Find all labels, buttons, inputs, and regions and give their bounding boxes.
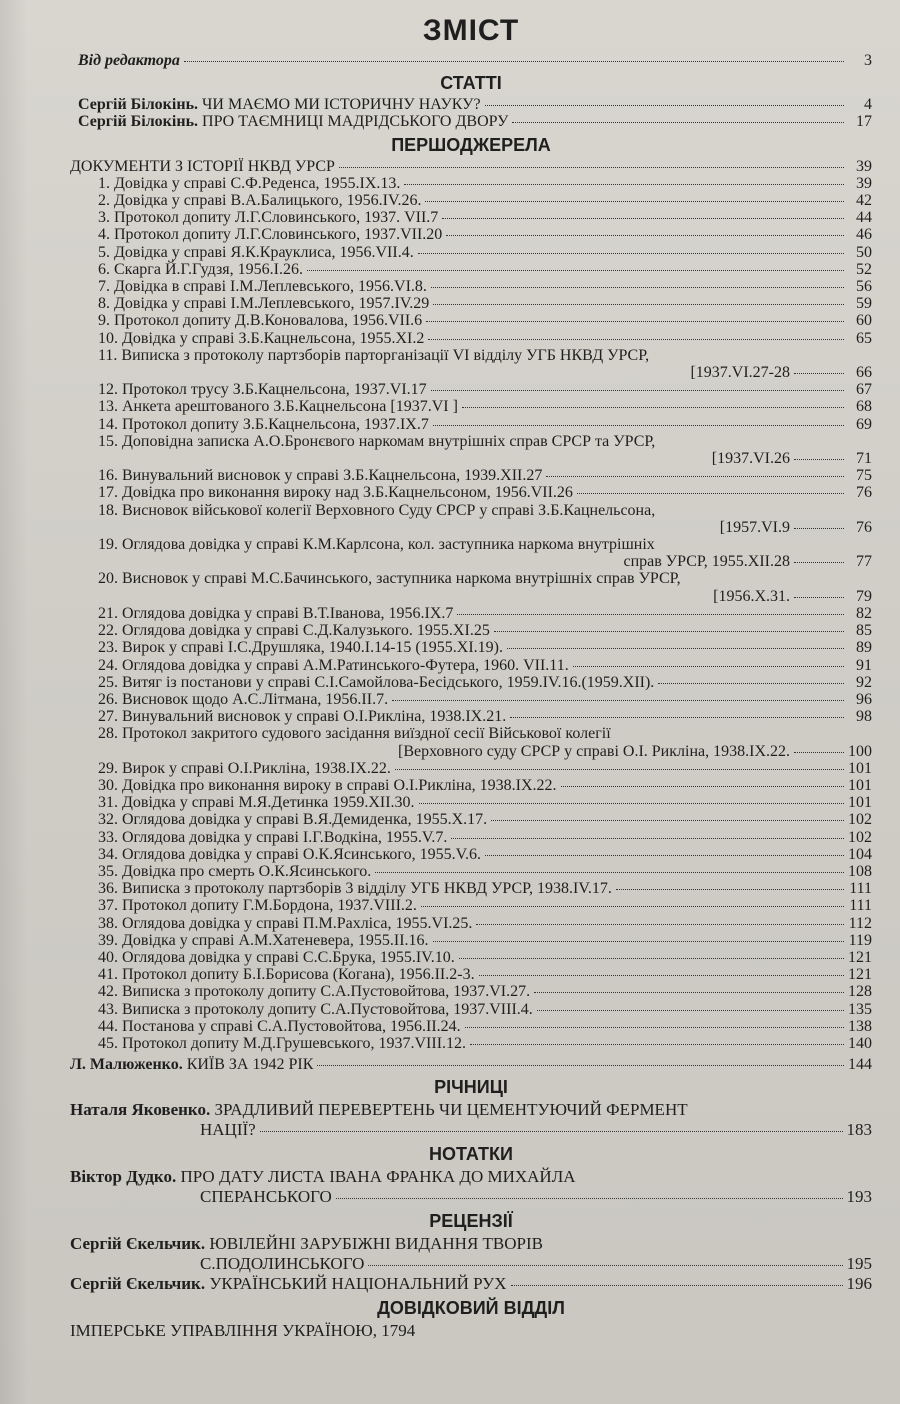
entry-text: С.ПОДОЛИНСЬКОГО: [200, 1254, 365, 1274]
entry-page: 52: [856, 260, 872, 278]
leader-dots: [561, 786, 844, 787]
document-entry: [70, 966, 872, 983]
document-entry: [70, 536, 872, 553]
leader-dots: [658, 683, 844, 684]
entry-page: 39: [856, 174, 872, 192]
section-heading-articles: СТАТТІ: [440, 73, 502, 94]
document-entry: [70, 880, 872, 897]
entry-text: СПЕРАНСЬКОГО: [200, 1187, 332, 1207]
entry-page: 111: [849, 880, 872, 898]
section-heading-anniversaries: РІЧНИЦІ: [434, 1077, 508, 1098]
entry-text: 5. Довідка у справі Я.К.Крауклиса, 1956.VII.4.: [98, 243, 414, 261]
entry-page: 79: [856, 587, 872, 605]
entry-page: 82: [856, 604, 872, 622]
entry-text: [70, 1234, 543, 1254]
entry-text: 22. Оглядова довідка у справі С.Д.Калузького. 1955.XI.25: [98, 622, 490, 640]
article-title: ПРО ДАТУ ЛИСТА ІВАНА ФРАНКА ДО МИХАЙЛА: [176, 1167, 576, 1187]
article-title: ЧИ МАЄМО МИ ІСТОРИЧНУ НАУКУ?: [198, 96, 481, 114]
entry-page: 138: [848, 1017, 872, 1035]
leader-dots: [184, 61, 844, 62]
article-title: ЗРАДЛИВИЙ ПЕРЕВЕРТЕНЬ ЧИ ЦЕМЕНТУЮЧИЙ ФЕРМЕНТ: [210, 1100, 688, 1120]
entry-page: 100: [848, 742, 872, 760]
leader-dots: [339, 167, 844, 168]
entry-page: 140: [848, 1034, 872, 1052]
leader-dots: [431, 390, 844, 391]
entry-page: 183: [846, 1120, 872, 1140]
toc-entry-documents-header: [70, 158, 872, 175]
document-entry: [70, 244, 872, 261]
leader-dots: [428, 339, 844, 340]
document-entry: [70, 725, 872, 742]
leader-dots: [421, 906, 844, 907]
entry-page: 112: [848, 914, 872, 932]
entry-text: 41. Протокол допиту Б.І.Борисова (Когана), 1956.II.2-3.: [98, 966, 475, 984]
entry-text: [Верховного суду СРСР у справі О.І. Рикліна, 1938.IX.22.: [398, 742, 790, 760]
leader-dots: [573, 666, 844, 667]
entry-text: [1957.VI.9: [719, 518, 790, 536]
leader-dots: [794, 597, 844, 598]
leader-dots: [307, 270, 844, 271]
entry-text: 43. Виписка з протоколу допиту С.А.Пустовойтова, 1937.VIII.4.: [98, 1000, 533, 1018]
leader-dots: [419, 803, 844, 804]
entry-page: 68: [856, 398, 872, 416]
entry-text: 3. Протокол допиту Л.Г.Словинського, 1937. VII.7: [98, 209, 439, 227]
leader-dots: [395, 769, 844, 770]
entry-page: 3: [864, 52, 872, 69]
document-entry: [70, 175, 872, 192]
article-title: КИЇВ ЗА 1942 РІК: [182, 1056, 314, 1074]
leader-dots: [392, 700, 844, 701]
entry-text: 35. Довідка про смерть О.К.Ясинського.: [98, 862, 372, 880]
entry-page: 67: [856, 381, 872, 399]
entry-page: 128: [848, 983, 872, 1001]
entry-text: 26. Висновок щодо А.С.Літмана, 1956.II.7.: [98, 690, 389, 708]
entry-text: 39. Довідка у справі А.М.Хатеневера, 1955.II.16.: [98, 931, 429, 949]
author: Сергій Білокінь.: [78, 96, 199, 114]
entry-text: 6. Скарга Й.Г.Гудзя, 1956.I.26.: [98, 260, 303, 278]
document-entry: [70, 915, 872, 932]
document-entry: [70, 760, 872, 777]
entry-page: 91: [856, 656, 872, 674]
entry-page: 119: [848, 931, 872, 949]
entry-page: 196: [846, 1274, 872, 1294]
entry-text: [78, 96, 481, 113]
document-entry: [70, 897, 872, 914]
entry-page: 39: [856, 157, 872, 175]
entry-text: 4. Протокол допиту Л.Г.Словинського, 1937.VII.20: [98, 226, 443, 244]
document-entry: [70, 209, 872, 226]
entry-page: 44: [856, 209, 872, 227]
article-title: ЮВІЛЕЙНІ ЗАРУБІЖНІ ВИДАННЯ ТВОРІВ: [205, 1234, 543, 1254]
entry-text: 27. Винувальний висновок у справі О.І.Рикліна, 1938.IX.21.: [98, 708, 507, 726]
entry-text: 45. Протокол допиту М.Д.Грушевського, 1937.VIII.12.: [98, 1034, 467, 1052]
document-entry: [70, 364, 872, 381]
document-entry: [70, 347, 872, 364]
entry-page: 17: [856, 113, 872, 131]
entry-text: 24. Оглядова довідка у справі А.М.Ратинського-Футера, 1960. VII.11.: [98, 656, 569, 674]
leader-dots: [433, 941, 844, 942]
leader-dots: [794, 752, 844, 753]
entry-text: 17. Довідка про виконання вироку над З.Б.Кацнельсоном, 1956.VII.26: [98, 484, 573, 502]
leader-dots: [511, 1285, 843, 1286]
leader-dots: [577, 493, 844, 494]
document-entry: [70, 261, 872, 278]
entry-text: [70, 1167, 576, 1187]
entry-text: 7. Довідка в справі І.М.Леплевського, 1956.VI.8.: [98, 278, 427, 296]
leader-dots: [462, 407, 844, 408]
leader-dots: [491, 820, 844, 821]
entry-page: 77: [856, 553, 872, 571]
author: Сергій Єкельчик.: [70, 1234, 206, 1254]
entry-text: 12. Протокол трусу З.Б.Кацнельсона, 1937.VI.17: [98, 381, 427, 399]
entry-text: 28. Протокол закритого судового засідання виїздної сесії Військової колегії: [98, 725, 611, 743]
entry-page: 85: [856, 622, 872, 640]
entry-text: 8. Довідка у справі І.М.Леплевського, 1957.IV.29: [98, 295, 430, 313]
entry-text: 38. Оглядова довідка у справі П.М.Рахліса, 1955.VI.25.: [98, 914, 473, 932]
document-entry: [70, 398, 872, 415]
document-entry: [70, 330, 872, 347]
leader-dots: [426, 321, 844, 322]
entry-text: 30. Довідка про виконання вироку в справі О.І.Рикліна, 1938.IX.22.: [98, 776, 557, 794]
author: Наталя Яковенко.: [70, 1100, 211, 1120]
entry-page: 111: [849, 897, 872, 915]
article-title: УКРАЇНСЬКИЙ НАЦІОНАЛЬНИЙ РУХ: [205, 1274, 507, 1294]
entry-text: Від редактора: [78, 52, 180, 69]
entry-page: 56: [856, 278, 872, 296]
document-entry: [70, 743, 872, 760]
leader-dots: [433, 304, 844, 305]
document-entry: [70, 467, 872, 484]
entry-text: 36. Виписка з протоколу партзборів 3 відділу УГБ НКВД УРСР, 1938.IV.17.: [98, 880, 612, 898]
leader-dots: [433, 425, 844, 426]
entry-page: 60: [856, 312, 872, 330]
leader-dots: [534, 992, 844, 993]
page-edge-shadow: [0, 0, 28, 1404]
entry-text: ДОКУМЕНТИ З ІСТОРІЇ НКВД УРСР: [70, 157, 335, 175]
entry-text: 25. Витяг із постанови у справі С.І.Самойлова-Бесідського, 1959.IV.16.(1959.XII).: [98, 673, 655, 691]
document-entry: [70, 794, 872, 811]
entry-page: 92: [856, 673, 872, 691]
toc-entry-review1-line2: [70, 1254, 872, 1274]
entry-text: 9. Протокол допиту Д.В.Коновалова, 1956.VII.6: [98, 312, 423, 330]
entry-text: [78, 113, 508, 130]
document-entry: [70, 433, 872, 450]
entry-page: 50: [856, 243, 872, 261]
toc-entry-article-1: [78, 96, 872, 113]
document-entry: [70, 588, 872, 605]
entry-page: 42: [856, 192, 872, 210]
entry-page: 98: [856, 708, 872, 726]
toc-entry-notes-line1: [70, 1167, 872, 1187]
entry-page: 102: [848, 811, 872, 829]
leader-dots: [260, 1131, 843, 1132]
entry-text: 20. Висновок у справі М.С.Бачинського, заступника наркома внутрішніх справ УРСР,: [98, 570, 681, 588]
section-heading-notes: НОТАТКИ: [429, 1144, 513, 1165]
entry-text: 34. Оглядова довідка у справі О.К.Ясинського, 1955.V.6.: [98, 845, 482, 863]
document-entry: [70, 657, 872, 674]
toc-entry-editor: [78, 52, 872, 69]
article-title: ПРО ТАЄМНИЦІ МАДРІДСЬКОГО ДВОРУ: [198, 113, 509, 131]
document-entry: [70, 691, 872, 708]
entry-text: [1937.VI.26: [711, 450, 790, 468]
section-heading-sources: ПЕРШОДЖЕРЕЛА: [391, 134, 551, 155]
leader-dots: [546, 476, 844, 477]
entry-page: 66: [856, 364, 872, 382]
leader-dots: [794, 562, 844, 563]
document-entry: [70, 484, 872, 501]
toc-entry-kyiv: [70, 1056, 872, 1073]
document-entry: [70, 811, 872, 828]
entry-text: 42. Виписка з протоколу допиту С.А.Пустовойтова, 1937.VI.27.: [98, 983, 531, 1001]
document-entry: [70, 949, 872, 966]
document-entry: [70, 605, 872, 622]
entry-text: 40. Оглядова довідка у справі С.С.Брука, 1955.IV.10.: [98, 948, 455, 966]
document-entry: [70, 519, 872, 536]
leader-dots: [459, 958, 844, 959]
leader-dots: [431, 287, 844, 288]
entry-page: 144: [848, 1056, 872, 1074]
leader-dots: [418, 253, 844, 254]
leader-dots: [507, 648, 844, 649]
document-entry: [70, 777, 872, 794]
entry-page: 193: [846, 1187, 872, 1207]
entry-page: 96: [856, 690, 872, 708]
entry-page: 59: [856, 295, 872, 313]
leader-dots: [476, 924, 844, 925]
entry-text: 1. Довідка у справі С.Ф.Реденса, 1955.IX.13.: [98, 174, 401, 192]
entry-text: 16. Винувальний висновок у справі З.Б.Кацнельсона, 1939.XII.27: [98, 467, 543, 485]
entry-page: 76: [856, 484, 872, 502]
leader-dots: [794, 373, 844, 374]
document-entry: [70, 381, 872, 398]
entry-text: 21. Оглядова довідка у справі В.Т.Іванова, 1956.IX.7: [98, 604, 454, 622]
document-entry: [70, 570, 872, 587]
document-entry: [70, 863, 872, 880]
entry-page: 135: [848, 1000, 872, 1018]
entry-text: ІМПЕРСЬКЕ УПРАВЛІННЯ УКРАЇНОЮ, 1794: [70, 1321, 416, 1341]
document-entry: [70, 502, 872, 519]
document-entry: [70, 983, 872, 1000]
leader-dots: [442, 218, 844, 219]
entry-page: 71: [856, 450, 872, 468]
leader-dots: [479, 975, 844, 976]
entry-text: 19. Оглядова довідка у справі К.М.Карлсона, кол. заступника наркома внутрішніх: [98, 536, 655, 554]
leader-dots: [510, 717, 844, 718]
toc-entry-notes-line2: [70, 1187, 872, 1207]
leader-dots: [317, 1065, 844, 1066]
entry-page: 75: [856, 467, 872, 485]
toc-entry-article-2: [78, 113, 872, 130]
leader-dots: [794, 459, 844, 460]
entry-text: 33. Оглядова довідка у справі І.Г.Водкіна, 1955.V.7.: [98, 828, 448, 846]
leader-dots: [485, 105, 844, 106]
entry-page: 76: [856, 518, 872, 536]
documents-list: [70, 175, 872, 1052]
toc-entry-anniversary-line2: [70, 1120, 872, 1140]
entry-text: [1937.VI.27-28: [690, 364, 790, 382]
toc-entry-review1-line1: [70, 1234, 872, 1254]
author: Сергій Єкельчик.: [70, 1274, 206, 1294]
entry-page: 46: [856, 226, 872, 244]
document-entry: [70, 1001, 872, 1018]
leader-dots: [425, 201, 844, 202]
document-entry: [70, 1035, 872, 1052]
entry-text: [70, 1274, 507, 1294]
toc-entry-review2: [70, 1274, 872, 1294]
document-entry: [70, 192, 872, 209]
leader-dots: [485, 855, 844, 856]
section-heading-reference: ДОВІДКОВИЙ ВІДДІЛ: [377, 1298, 565, 1319]
entry-text: [1956.X.31.: [713, 587, 790, 605]
author: Л. Малюженко.: [70, 1056, 183, 1074]
entry-text: 2. Довідка у справі В.А.Балицького, 1956.IV.26.: [98, 192, 422, 210]
entry-text: 18. Висновок військової колегії Верховного Суду СРСР у справі З.Б.Кацнельсона,: [98, 501, 656, 519]
leader-dots: [451, 838, 844, 839]
entry-page: 195: [846, 1254, 872, 1274]
document-entry: [70, 295, 872, 312]
leader-dots: [404, 184, 844, 185]
entry-page: 121: [848, 966, 872, 984]
leader-dots: [616, 889, 844, 890]
document-entry: [70, 416, 872, 433]
entry-text: 31. Довідка у справі М.Я.Детинка 1959.XII.30.: [98, 794, 415, 812]
leader-dots: [368, 1265, 842, 1266]
document-entry: [70, 639, 872, 656]
entry-page: 101: [848, 759, 872, 777]
section-heading-reviews: РЕЦЕНЗІЇ: [429, 1211, 513, 1232]
entry-text: 29. Вирок у справі О.І.Рикліна, 1938.IX.22.: [98, 759, 391, 777]
document-entry: [70, 278, 872, 295]
entry-text: 11. Виписка з протоколу партзборів парторганізації VI відділу УГБ НКВД УРСР,: [98, 346, 650, 364]
leader-dots: [494, 631, 844, 632]
document-entry: [70, 226, 872, 243]
document-entry: [70, 312, 872, 329]
document-entry: [70, 450, 872, 467]
entry-page: 108: [848, 862, 872, 880]
leader-dots: [512, 122, 844, 123]
document-entry: [70, 708, 872, 725]
leader-dots: [375, 872, 844, 873]
entry-page: 101: [848, 794, 872, 812]
author: Віктор Дудко.: [70, 1167, 177, 1187]
entry-text: [70, 1056, 313, 1073]
entry-text: НАЦІЇ?: [200, 1120, 256, 1140]
entry-text: 32. Оглядова довідка у справі В.Я.Демиденка, 1955.X.17.: [98, 811, 488, 829]
entry-page: 121: [848, 948, 872, 966]
entry-text: 23. Вирок у справі І.С.Друшляка, 1940.I.14-15 (1955.XI.19).: [98, 639, 503, 657]
leader-dots: [537, 1010, 844, 1011]
document-entry: [70, 674, 872, 691]
entry-page: 4: [864, 96, 872, 114]
entry-text: 37. Протокол допиту Г.М.Бордона, 1937.VIII.2.: [98, 897, 417, 915]
document-entry: [70, 553, 872, 570]
document-entry: [70, 1018, 872, 1035]
entry-text: справ УРСР, 1955.XII.28: [623, 553, 790, 571]
entry-page: 69: [856, 415, 872, 433]
entry-text: [70, 1100, 688, 1120]
entry-page: 101: [848, 776, 872, 794]
document-entry: [70, 846, 872, 863]
document-entry: [70, 622, 872, 639]
leader-dots: [446, 235, 844, 236]
entry-page: 102: [848, 828, 872, 846]
entry-page: 104: [848, 845, 872, 863]
toc-entry-anniversary-line1: [70, 1100, 872, 1120]
leader-dots: [457, 614, 844, 615]
entry-text: 44. Постанова у справі С.А.Пустовойтова, 1956.II.24.: [98, 1017, 461, 1035]
toc-entry-reference: [70, 1321, 872, 1341]
leader-dots: [794, 528, 844, 529]
entry-text: 14. Протокол допиту З.Б.Кацнельсона, 1937.IX.7: [98, 415, 429, 433]
entry-page: 65: [856, 329, 872, 347]
document-entry: [70, 829, 872, 846]
leader-dots: [465, 1027, 844, 1028]
entry-page: 89: [856, 639, 872, 657]
author: Сергій Білокінь.: [78, 113, 199, 131]
entry-text: 13. Анкета арештованого З.Б.Кацнельсона [1937.VI ]: [98, 398, 458, 416]
leader-dots: [470, 1044, 844, 1045]
entry-text: 15. Доповідна записка А.О.Бронєвого наркомам внутрішніх справ СРСР та УРСР,: [98, 432, 656, 450]
entry-text: 10. Довідка у справі З.Б.Кацнельсона, 1955.XI.2: [98, 329, 425, 347]
document-entry: [70, 932, 872, 949]
leader-dots: [336, 1198, 843, 1199]
page-title: ЗМІСТ: [422, 14, 520, 47]
